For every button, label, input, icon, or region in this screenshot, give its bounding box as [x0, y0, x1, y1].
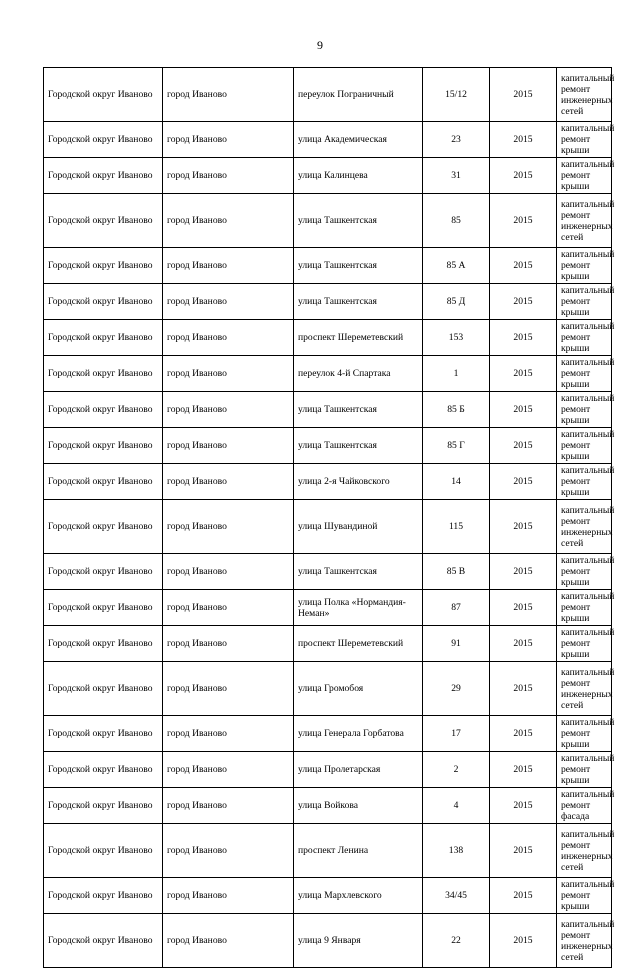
page-number: 9	[317, 38, 323, 52]
year-cell: 2015	[490, 500, 557, 554]
street-cell: переулок Пограничный	[294, 68, 423, 122]
work-type-cell: капитальный ремонт крыши	[557, 248, 612, 284]
city-cell: город Иваново	[163, 788, 294, 824]
table-row	[44, 122, 612, 158]
work-type-cell: капитальный ремонт инженерных сетей	[557, 68, 612, 122]
work-type-cell: капитальный ремонт крыши	[557, 428, 612, 464]
district-cell: Городской округ Иваново	[44, 824, 163, 878]
district-cell: Городской округ Иваново	[44, 158, 163, 194]
district-cell: Городской округ Иваново	[44, 752, 163, 788]
house-cell: 85 А	[423, 248, 490, 284]
street-cell: улица Войкова	[294, 788, 423, 824]
house-cell: 17	[423, 716, 490, 752]
house-cell: 85 Б	[423, 392, 490, 428]
work-type-cell: капитальный ремонт крыши	[557, 716, 612, 752]
work-type-cell: капитальный ремонт крыши	[557, 158, 612, 194]
district-cell: Городской округ Иваново	[44, 626, 163, 662]
year-cell: 2015	[490, 626, 557, 662]
year-cell: 2015	[490, 590, 557, 626]
registry-body	[44, 68, 615, 968]
city-cell: город Иваново	[163, 356, 294, 392]
work-type-cell: капитальный ремонт инженерных сетей	[557, 194, 612, 248]
year-cell: 2015	[490, 428, 557, 464]
street-cell: улица Ташкентская	[294, 428, 423, 464]
city-cell: город Иваново	[163, 68, 294, 122]
house-cell: 153	[423, 320, 490, 356]
house-cell: 91	[423, 626, 490, 662]
city-cell: город Иваново	[163, 716, 294, 752]
house-cell: 1	[423, 356, 490, 392]
year-cell: 2015	[490, 122, 557, 158]
city-cell: город Иваново	[163, 158, 294, 194]
street-cell: улица Ташкентская	[294, 194, 423, 248]
district-cell: Городской округ Иваново	[44, 392, 163, 428]
work-type-cell: капитальный ремонт крыши	[557, 752, 612, 788]
district-cell: Городской округ Иваново	[44, 554, 163, 590]
city-cell: город Иваново	[163, 464, 294, 500]
year-cell: 2015	[490, 716, 557, 752]
year-cell: 2015	[490, 878, 557, 914]
table-row	[44, 68, 612, 122]
work-type-cell: капитальный ремонт крыши	[557, 626, 612, 662]
table-row	[44, 158, 612, 194]
work-type-cell: капитальный ремонт крыши	[557, 122, 612, 158]
city-cell: город Иваново	[163, 824, 294, 878]
table-row	[44, 716, 612, 752]
city-cell: город Иваново	[163, 878, 294, 914]
street-cell: улица Генерала Горбатова	[294, 716, 423, 752]
table-row	[44, 464, 612, 500]
work-type-cell: капитальный ремонт инженерных сетей	[557, 914, 612, 968]
work-type-cell: капитальный ремонт крыши	[557, 320, 612, 356]
repair-registry-table	[43, 67, 615, 968]
year-cell: 2015	[490, 248, 557, 284]
street-cell: улица Громобоя	[294, 662, 423, 716]
city-cell: город Иваново	[163, 194, 294, 248]
year-cell: 2015	[490, 194, 557, 248]
table-row	[44, 428, 612, 464]
street-cell: улица Пролетарская	[294, 752, 423, 788]
year-cell: 2015	[490, 752, 557, 788]
table-row	[44, 626, 612, 662]
year-cell: 2015	[490, 914, 557, 968]
table-row	[44, 662, 612, 716]
district-cell: Городской округ Иваново	[44, 68, 163, 122]
street-cell: улица Ташкентская	[294, 284, 423, 320]
house-cell: 29	[423, 662, 490, 716]
street-cell: улица Ташкентская	[294, 554, 423, 590]
work-type-cell: капитальный ремонт крыши	[557, 554, 612, 590]
table-row	[44, 554, 612, 590]
city-cell: город Иваново	[163, 662, 294, 716]
table-row	[44, 392, 612, 428]
work-type-cell: капитальный ремонт крыши	[557, 392, 612, 428]
house-cell: 23	[423, 122, 490, 158]
street-cell: улица 2-я Чайковского	[294, 464, 423, 500]
year-cell: 2015	[490, 158, 557, 194]
city-cell: город Иваново	[163, 428, 294, 464]
work-type-cell: капитальный ремонт инженерных сетей	[557, 824, 612, 878]
street-cell: улица Шувандиной	[294, 500, 423, 554]
house-cell: 85 Г	[423, 428, 490, 464]
table-row	[44, 824, 612, 878]
table-row	[44, 914, 612, 968]
table-row	[44, 194, 612, 248]
city-cell: город Иваново	[163, 590, 294, 626]
district-cell: Городской округ Иваново	[44, 914, 163, 968]
house-cell: 85 Д	[423, 284, 490, 320]
table-row	[44, 878, 612, 914]
street-cell: улица Ташкентская	[294, 248, 423, 284]
district-cell: Городской округ Иваново	[44, 320, 163, 356]
street-cell: улица Мархлевского	[294, 878, 423, 914]
table-row	[44, 590, 612, 626]
street-cell: проспект Шереметевский	[294, 626, 423, 662]
house-cell: 2	[423, 752, 490, 788]
district-cell: Городской округ Иваново	[44, 788, 163, 824]
work-type-cell: капитальный ремонт крыши	[557, 356, 612, 392]
city-cell: город Иваново	[163, 392, 294, 428]
city-cell: город Иваново	[163, 914, 294, 968]
district-cell: Городской округ Иваново	[44, 500, 163, 554]
city-cell: город Иваново	[163, 248, 294, 284]
district-cell: Городской округ Иваново	[44, 248, 163, 284]
year-cell: 2015	[490, 392, 557, 428]
year-cell: 2015	[490, 662, 557, 716]
district-cell: Городской округ Иваново	[44, 716, 163, 752]
district-cell: Городской округ Иваново	[44, 194, 163, 248]
city-cell: город Иваново	[163, 284, 294, 320]
house-cell: 85	[423, 194, 490, 248]
district-cell: Городской округ Иваново	[44, 356, 163, 392]
house-cell: 14	[423, 464, 490, 500]
table-row	[44, 284, 612, 320]
street-cell: улица Ташкентская	[294, 392, 423, 428]
house-cell: 4	[423, 788, 490, 824]
street-cell: улица Академическая	[294, 122, 423, 158]
year-cell: 2015	[490, 284, 557, 320]
district-cell: Городской округ Иваново	[44, 428, 163, 464]
district-cell: Городской округ Иваново	[44, 590, 163, 626]
year-cell: 2015	[490, 788, 557, 824]
city-cell: город Иваново	[163, 320, 294, 356]
house-cell: 22	[423, 914, 490, 968]
city-cell: город Иваново	[163, 122, 294, 158]
district-cell: Городской округ Иваново	[44, 122, 163, 158]
street-cell: улица Полка «Нормандия-Неман»	[294, 590, 423, 626]
year-cell: 2015	[490, 554, 557, 590]
district-cell: Городской округ Иваново	[44, 662, 163, 716]
work-type-cell: капитальный ремонт крыши	[557, 590, 612, 626]
year-cell: 2015	[490, 464, 557, 500]
house-cell: 115	[423, 500, 490, 554]
house-cell: 31	[423, 158, 490, 194]
year-cell: 2015	[490, 356, 557, 392]
house-cell: 85 В	[423, 554, 490, 590]
house-cell: 15/12	[423, 68, 490, 122]
table-row	[44, 248, 612, 284]
work-type-cell: капитальный ремонт крыши	[557, 284, 612, 320]
street-cell: улица Калинцева	[294, 158, 423, 194]
table-row	[44, 788, 612, 824]
city-cell: город Иваново	[163, 554, 294, 590]
district-cell: Городской округ Иваново	[44, 464, 163, 500]
house-cell: 138	[423, 824, 490, 878]
district-cell: Городской округ Иваново	[44, 284, 163, 320]
work-type-cell: капитальный ремонт инженерных сетей	[557, 500, 612, 554]
table-row	[44, 752, 612, 788]
city-cell: город Иваново	[163, 752, 294, 788]
year-cell: 2015	[490, 68, 557, 122]
house-cell: 34/45	[423, 878, 490, 914]
year-cell: 2015	[490, 824, 557, 878]
table-row	[44, 500, 612, 554]
street-cell: улица 9 Января	[294, 914, 423, 968]
table-row	[44, 356, 612, 392]
street-cell: переулок 4-й Спартака	[294, 356, 423, 392]
street-cell: проспект Ленина	[294, 824, 423, 878]
house-cell: 87	[423, 590, 490, 626]
street-cell: проспект Шереметевский	[294, 320, 423, 356]
city-cell: город Иваново	[163, 500, 294, 554]
work-type-cell: капитальный ремонт фасада	[557, 788, 612, 824]
work-type-cell: капитальный ремонт крыши	[557, 878, 612, 914]
work-type-cell: капитальный ремонт инженерных сетей	[557, 662, 612, 716]
work-type-cell: капитальный ремонт крыши	[557, 464, 612, 500]
table-row	[44, 320, 612, 356]
year-cell: 2015	[490, 320, 557, 356]
district-cell: Городской округ Иваново	[44, 878, 163, 914]
city-cell: город Иваново	[163, 626, 294, 662]
